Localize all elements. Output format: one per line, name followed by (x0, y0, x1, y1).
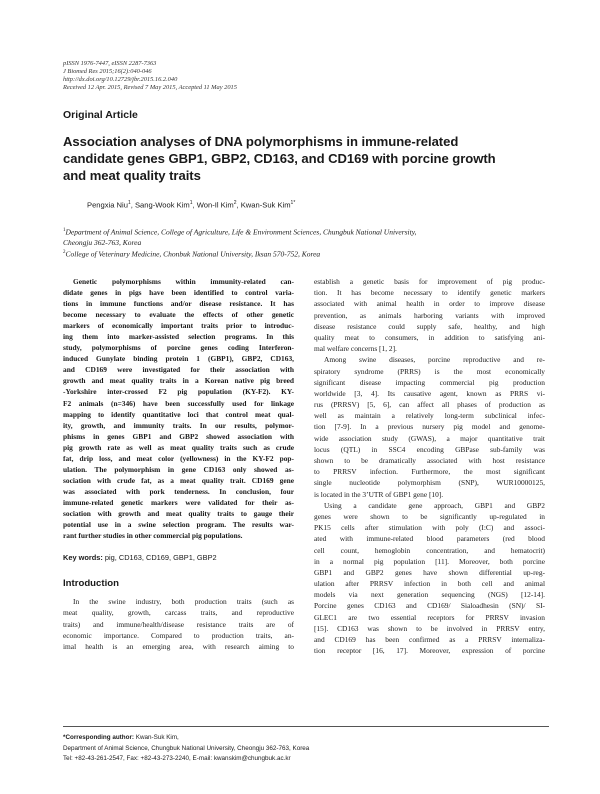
article-title (63, 133, 549, 185)
body-text-line: In the swine industry, both production traits (such as (73, 597, 294, 607)
body-text-line: tion [7-9]. In a previous nursery pig model and genome- (314, 422, 545, 432)
body-text-line: associated with animal health in order to improve disease (314, 299, 545, 309)
body-text-line: traits) and immune/health/disease resistance traits are of (63, 619, 294, 629)
abstract-line: ity, growth, and immunity traits. In our results, polymor- (63, 420, 294, 430)
body-text-line: GLEC1 are two essential receptors for PRRSV invasion (314, 612, 545, 622)
abstract-line: growth and meat quality traits in a Korean native pig breed (63, 376, 294, 386)
body-text-line: wide association study (GWAS), a major quantitative trait (314, 433, 545, 443)
abstract-line: markers of economically important traits prior to introduc- (63, 321, 294, 331)
affil-number: 1 (63, 228, 66, 233)
affiliation-line (63, 226, 549, 238)
author-affil-mark: 1* (290, 200, 296, 206)
body-text-line: well as maintain a relatively long-term subclinical infec- (314, 411, 545, 421)
body-text-line: significant disease impacting commercial pig production (314, 377, 545, 387)
article-type: Original Article (63, 109, 138, 121)
body-text-line: prevention, as animals harboring variants with improved (314, 310, 545, 320)
body-text-line: [15]. CD163 was shown to be involved in PRRSV entry, (314, 623, 545, 633)
title-line: and meat quality traits (63, 168, 201, 184)
author-name: Kwan-Suk Kim (240, 200, 291, 210)
abstract-line: -Yorkshire inter-crossed F2 pig population (KY-F2). KY- (63, 387, 294, 397)
abstract-line: and CD169 were investigated for their association with (63, 365, 294, 375)
abstract-line: fat, drip loss, and meat color (yellowness) in the KY-F2 pop- (63, 453, 294, 463)
received-dates: Received 12 Apr. 2015, Revised 7 May 2015, Accepted 11 May 2015 (63, 84, 237, 92)
abstract-line: ing them into marker-assisted selection programs. In this (63, 332, 294, 342)
footnote-label: *Corresponding author: (63, 734, 135, 741)
footnote-address: Department of Animal Science, Chungbuk National University, Cheongju 362-763, Korea (63, 744, 310, 752)
abstract-line: tions in immune functions and/or disease resistance. It has (63, 299, 294, 309)
body-text-line: and CD169 has been confirmed as a PRRSV internaliza- (314, 635, 545, 644)
abstract-line: immune-related genetic markers were validated for their as- (63, 497, 294, 507)
abstract-line: Genetic polymorphisms within immunity-related can- (73, 277, 294, 286)
abstract-line: rant further studies in other commercial pig populations. (63, 531, 243, 541)
affiliation-1 (63, 226, 549, 248)
author-list: Pengxia Niu$^1$, Sang-Wook Kim$^1$, Won-Il Kim$^2$, Kwan-Suk Kim$^{1*}$ (87, 200, 296, 210)
keywords (63, 553, 294, 562)
author-name: Pengxia Niu (87, 200, 128, 210)
body-text-line: meat quality, growth, carcass traits, and reproductive (63, 608, 294, 618)
affiliation-line: Cheongju 362-763, Korea (63, 237, 142, 247)
abstract-line: potential use in a swine selection program. The results war- (63, 520, 294, 530)
body-text-line: locus (QTL) in SSC4 encoding GBPase sub-family was (314, 444, 545, 454)
body-text-line: imal health is an emerging area, with research aiming to (63, 641, 294, 651)
body-text-line: genes were shown to be significantly up-regulated in (314, 511, 545, 521)
section-heading-introduction: Introduction (63, 578, 119, 590)
author-affil-mark: 1 (189, 200, 193, 206)
abstract (63, 276, 294, 541)
title-line: Association analyses of DNA polymorphisms in immune-related (63, 134, 459, 149)
body-text-line: rus (PRRSV) [5, 6], can affect all phases of production as (314, 400, 545, 410)
keywords-label: Key words: (63, 553, 103, 563)
abstract-line: become necessary to evaluate the effects of other genetic (63, 310, 294, 320)
affil-text: College of Veterinary Medicine, Chonbuk National University, Iksan 570-752, Korea (65, 249, 321, 259)
footnote-contact: Tel: +82-43-261-2547, Fax: +82-43-273-2240, E-mail: kwanskim@chungbuk.ac.kr (63, 755, 291, 762)
introduction-body (63, 596, 294, 652)
body-text-line: Porcine genes CD163 and CD169/ Sialoadhesin (SN)/ SI- (314, 601, 545, 611)
abstract-line: mapping to identify quantitative loci that control meat qual- (63, 409, 294, 419)
corresponding-author-footnote (63, 726, 549, 765)
left-column (63, 276, 294, 652)
abstract-line: was associated with pork tenderness. In conclusion, four (63, 486, 294, 496)
body-text-line: worldwide [3, 4]. Its causative agent, known as PRRS vi- (314, 388, 545, 398)
body-text-line: ated with immune-related blood parameters (red blood (314, 534, 545, 544)
body-text-line: Using a candidate gene approach, GBP1 and GBP2 (324, 500, 545, 510)
abstract-line: ulation. The polymorphism in gene CD163 only showed as- (63, 464, 294, 474)
body-text-line: quality meat to consumers, in addition to satisfying ani- (314, 332, 545, 342)
body-text-line: is located in the 3’UTR of GBP1 gene [10]. (314, 489, 444, 499)
affiliation-line (63, 248, 549, 260)
doi-link[interactable]: http://dx.doi.org/10.12729/jbr.2015.16.2.040 (63, 76, 178, 84)
affil-text: Department of Animal Science, College of Agriculture, Life & Environment Sciences, Chungbuk National University, (65, 227, 417, 237)
right-column (314, 276, 545, 656)
author-affil-mark: 2 (233, 200, 237, 206)
body-text-line: ulation after PRRSV infection in both cell and animal (314, 579, 545, 589)
body-text-line: disease resistance could supply safe, healthy, and high (314, 321, 545, 331)
journal-meta (63, 60, 363, 92)
abstract-line: phisms in genes GBP1 and GBP2 showed association with (63, 431, 294, 441)
footnote-author: Kwan-Suk Kim, (135, 734, 179, 741)
abstract-line: study, polymorphisms of porcine genes coding Interferon- (63, 343, 294, 353)
body-text-line: to PRRSV infection. Furthermore, the most significant (314, 467, 545, 477)
abstract-line: sociation with growth and meat quality traits to gauge their (63, 508, 294, 518)
body-text-line: economic importance. Compared to production traits, an- (63, 630, 294, 640)
body-text-line: tion receptor [16, 17]. Moreover, expression of porcine (314, 646, 545, 656)
abstract-line: didate genes in pigs have been identified to control varia- (63, 288, 294, 298)
body-text-line: establish a genetic basis for improvement of pig produc- (314, 277, 545, 286)
footnote-author-line (63, 733, 549, 744)
abstract-line: sociation with crude fat, as a meat quality trait. CD169 gene (63, 475, 294, 485)
body-text-line: Among swine diseases, porcine reproductive and re- (324, 355, 545, 365)
title-line: candidate genes GBP1, GBP2, CD163, and CD169 with porcine growth (63, 151, 496, 167)
author-name: Won-Il Kim (196, 200, 234, 210)
body-text-line: cell count, hemoglobin concentration, and hematocrit) (314, 545, 545, 555)
body-text-line: PK15 cells after stimulation with poly (I:C) and associ- (314, 523, 545, 533)
body-text-line: tion. It has become necessary to identify genetic markers (314, 288, 545, 298)
journal-citation: J Biomed Res 2015;16(2):040-046 (63, 68, 152, 76)
body-text-line: single nucleotide polymorphism (SNP), WUR10000125, (314, 478, 545, 488)
issn-line: pISSN 1976-7447, eISSN 2287-7363 (63, 60, 157, 67)
author-affil-mark: 1 (127, 200, 131, 206)
body-text-line: spiratory syndrome (PRRS) is the most economically (314, 366, 545, 376)
affil-number: 2 (63, 250, 66, 255)
body-text-line: shown to be dramatically associated with host resistance (314, 456, 545, 465)
abstract-line: pig growth rate as well as meat quality traits such as crude (63, 442, 294, 452)
abstract-line: F2 animals (n=346) have been successfully used for linkage (63, 398, 294, 408)
keywords-text: pig, CD163, CD169, GBP1, GBP2 (104, 553, 217, 563)
body-text-line: GBP1 and GBP2 genes have shown differential up-reg- (314, 567, 545, 577)
affiliation-2 (63, 248, 549, 260)
body-text-line: in a normal pig population [11]. Moreover, both porcine (314, 556, 545, 566)
body-text-line: models via next generation sequencing (NGS) [12-14]. (314, 590, 545, 600)
body-text-line: mal welfare concerns [1, 2]. (314, 344, 397, 354)
abstract-line: induced Gunylate binding protein 1 (GBP1), GBP2, CD163, (63, 354, 294, 364)
author-name: Sang-Wook Kim (134, 200, 190, 210)
